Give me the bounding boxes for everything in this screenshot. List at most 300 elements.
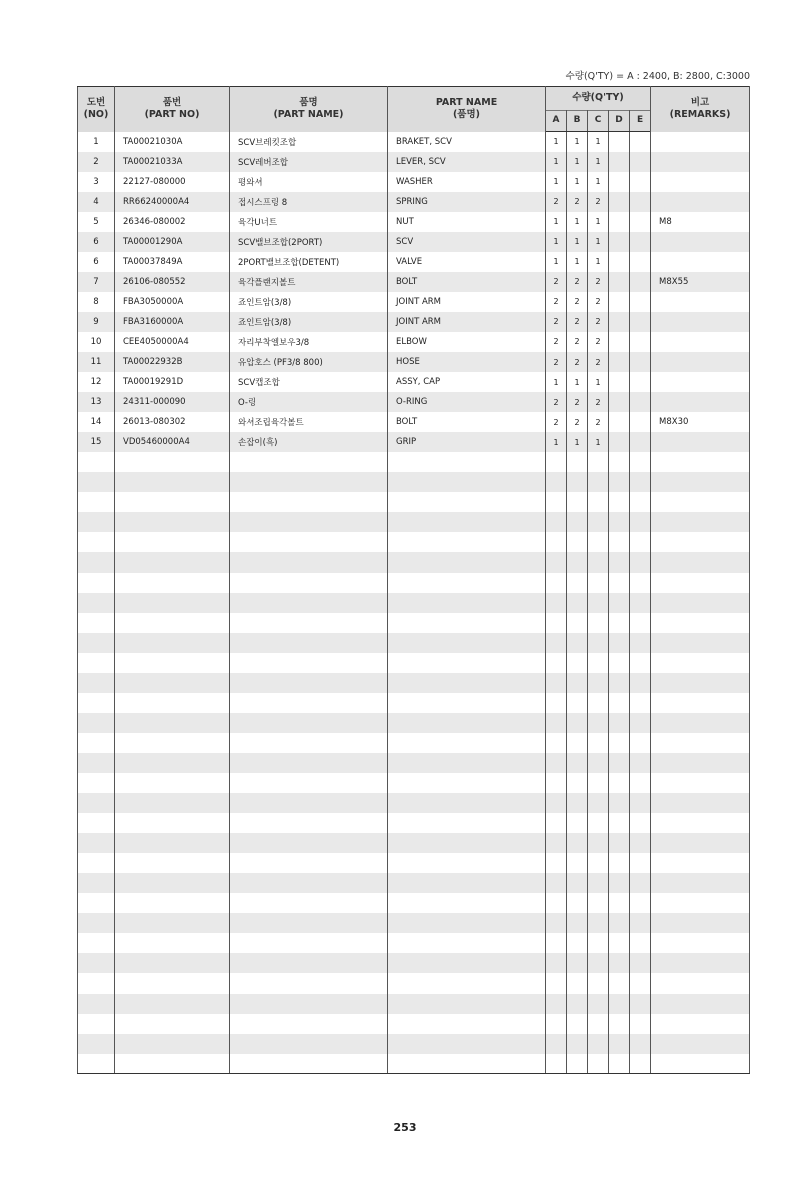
cell-a: 2 [546, 292, 567, 312]
empty-table-row [78, 552, 750, 572]
cell-c: 1 [588, 132, 609, 152]
empty-cell [546, 893, 567, 913]
cell-no: 9 [78, 312, 115, 332]
empty-cell [630, 532, 651, 552]
empty-cell [388, 933, 546, 953]
empty-cell [651, 573, 750, 593]
header-part-name-en-label: PART NAME [435, 96, 498, 108]
empty-cell [388, 593, 546, 613]
cell-c: 1 [588, 252, 609, 272]
empty-table-row [78, 953, 750, 973]
cell-nm: 평와셔 [230, 172, 388, 192]
empty-table-row [78, 472, 750, 492]
empty-cell [546, 953, 567, 973]
empty-table-row [78, 913, 750, 933]
cell-pn: 22127-080000 [115, 172, 230, 192]
empty-cell [78, 733, 115, 753]
empty-cell [78, 873, 115, 893]
cell-d [609, 392, 630, 412]
empty-cell [609, 893, 630, 913]
cell-b: 1 [567, 172, 588, 192]
header-qty-c: C [588, 111, 609, 132]
table-row [78, 132, 750, 152]
cell-nm: 죠인트암(3/8) [230, 312, 388, 332]
empty-cell [630, 893, 651, 913]
empty-cell [78, 994, 115, 1014]
cell-nm: 육각플랜지볼트 [230, 272, 388, 292]
cell-rm [651, 352, 750, 372]
empty-cell [388, 472, 546, 492]
empty-cell [546, 713, 567, 733]
empty-cell [609, 873, 630, 893]
empty-cell [388, 573, 546, 593]
empty-cell [115, 472, 230, 492]
empty-cell [630, 913, 651, 933]
empty-cell [388, 452, 546, 472]
empty-cell [567, 552, 588, 572]
empty-cell [609, 1014, 630, 1034]
empty-cell [388, 873, 546, 893]
cell-no: 14 [78, 412, 115, 432]
table-row [78, 172, 750, 192]
empty-cell [115, 833, 230, 853]
cell-d [609, 312, 630, 332]
empty-cell [651, 593, 750, 613]
table-row [78, 332, 750, 352]
header-part-name-ko [230, 87, 388, 132]
empty-cell [546, 793, 567, 813]
empty-cell [78, 653, 115, 673]
empty-cell [651, 1054, 750, 1074]
header-no-en: (NO) [83, 109, 109, 121]
cell-rm [651, 252, 750, 272]
empty-cell [588, 913, 609, 933]
empty-table-row [78, 873, 750, 893]
empty-cell [546, 452, 567, 472]
empty-cell [388, 793, 546, 813]
empty-cell [567, 532, 588, 552]
cell-b: 1 [567, 152, 588, 172]
empty-cell [609, 653, 630, 673]
empty-cell [78, 713, 115, 733]
empty-table-row [78, 713, 750, 733]
header-part-no-en: (PART NO) [144, 109, 200, 121]
empty-cell [651, 633, 750, 653]
empty-cell [546, 613, 567, 633]
empty-cell [78, 573, 115, 593]
empty-cell [651, 853, 750, 873]
empty-cell [230, 753, 388, 773]
empty-cell [546, 1014, 567, 1034]
empty-cell [609, 492, 630, 512]
cell-nm: 육각U너트 [230, 212, 388, 232]
empty-cell [651, 532, 750, 552]
empty-cell [567, 653, 588, 673]
empty-table-row [78, 532, 750, 552]
cell-c: 2 [588, 392, 609, 412]
cell-pn: TA00021030A [115, 132, 230, 152]
empty-cell [546, 933, 567, 953]
cell-rm: M8 [651, 212, 750, 232]
empty-cell [115, 532, 230, 552]
empty-cell [588, 973, 609, 993]
empty-cell [567, 1014, 588, 1034]
empty-cell [230, 673, 388, 693]
cell-no: 15 [78, 432, 115, 452]
empty-cell [609, 633, 630, 653]
empty-cell [609, 693, 630, 713]
cell-en: SCV [388, 232, 546, 252]
empty-cell [588, 1034, 609, 1054]
empty-cell [609, 773, 630, 793]
empty-cell [588, 893, 609, 913]
empty-cell [651, 773, 750, 793]
cell-rm [651, 172, 750, 192]
cell-b: 1 [567, 132, 588, 152]
cell-pn: 24311-000090 [115, 392, 230, 412]
empty-cell [78, 472, 115, 492]
empty-cell [546, 753, 567, 773]
cell-a: 2 [546, 332, 567, 352]
empty-cell [230, 833, 388, 853]
empty-cell [630, 492, 651, 512]
empty-cell [630, 613, 651, 633]
empty-cell [388, 973, 546, 993]
empty-cell [388, 813, 546, 833]
empty-cell [546, 1054, 567, 1074]
empty-cell [651, 1034, 750, 1054]
cell-a: 2 [546, 412, 567, 432]
empty-cell [630, 873, 651, 893]
empty-cell [609, 472, 630, 492]
empty-cell [630, 733, 651, 753]
cell-rm: M8X55 [651, 272, 750, 292]
cell-pn: FBA3160000A [115, 312, 230, 332]
empty-cell [115, 733, 230, 753]
empty-cell [651, 613, 750, 633]
empty-table-row [78, 833, 750, 853]
empty-cell [588, 512, 609, 532]
empty-cell [567, 933, 588, 953]
cell-d [609, 132, 630, 152]
empty-cell [115, 813, 230, 833]
empty-cell [567, 613, 588, 633]
table-row [78, 192, 750, 212]
cell-rm [651, 432, 750, 452]
cell-d [609, 372, 630, 392]
cell-no: 13 [78, 392, 115, 412]
empty-cell [388, 913, 546, 933]
cell-no: 6 [78, 252, 115, 272]
empty-cell [546, 552, 567, 572]
empty-cell [230, 693, 388, 713]
empty-cell [630, 793, 651, 813]
table-row [78, 152, 750, 172]
cell-nm: 자리부착엘보우3/8 [230, 332, 388, 352]
cell-d [609, 292, 630, 312]
empty-cell [230, 653, 388, 673]
empty-cell [588, 593, 609, 613]
cell-c: 2 [588, 192, 609, 212]
cell-no: 11 [78, 352, 115, 372]
header-qty-d: D [609, 111, 630, 132]
empty-cell [630, 833, 651, 853]
empty-table-row [78, 1054, 750, 1074]
cell-a: 1 [546, 172, 567, 192]
empty-cell [567, 813, 588, 833]
empty-cell [651, 813, 750, 833]
empty-cell [609, 753, 630, 773]
cell-d [609, 152, 630, 172]
cell-en: JOINT ARM [388, 312, 546, 332]
empty-cell [588, 793, 609, 813]
cell-b: 2 [567, 312, 588, 332]
header-qty-e: E [630, 111, 651, 132]
cell-a: 2 [546, 192, 567, 212]
empty-cell [388, 833, 546, 853]
empty-cell [388, 773, 546, 793]
cell-rm: M8X30 [651, 412, 750, 432]
empty-cell [651, 713, 750, 733]
empty-cell [651, 733, 750, 753]
cell-c: 2 [588, 292, 609, 312]
empty-cell [115, 793, 230, 813]
empty-cell [230, 452, 388, 472]
empty-cell [388, 653, 546, 673]
cell-b: 2 [567, 352, 588, 372]
empty-table-row [78, 693, 750, 713]
empty-table-row [78, 593, 750, 613]
cell-a: 2 [546, 392, 567, 412]
cell-d [609, 232, 630, 252]
empty-table-row [78, 452, 750, 472]
empty-table-row [78, 633, 750, 653]
cell-c: 1 [588, 232, 609, 252]
cell-a: 1 [546, 132, 567, 152]
empty-cell [230, 593, 388, 613]
cell-pn: TA00021033A [115, 152, 230, 172]
empty-cell [630, 633, 651, 653]
empty-cell [651, 452, 750, 472]
empty-cell [78, 973, 115, 993]
cell-a: 1 [546, 212, 567, 232]
cell-no: 10 [78, 332, 115, 352]
empty-cell [388, 512, 546, 532]
cell-nm: 2PORT밸브조합(DETENT) [230, 252, 388, 272]
empty-cell [230, 973, 388, 993]
cell-d [609, 352, 630, 372]
cell-pn: 26013-080302 [115, 412, 230, 432]
empty-table-row [78, 753, 750, 773]
cell-e [630, 312, 651, 332]
empty-cell [78, 1054, 115, 1074]
empty-cell [630, 512, 651, 532]
empty-table-row [78, 813, 750, 833]
cell-no: 1 [78, 132, 115, 152]
empty-cell [609, 532, 630, 552]
cell-a: 2 [546, 352, 567, 372]
cell-b: 2 [567, 332, 588, 352]
cell-no: 7 [78, 272, 115, 292]
cell-pn: CEE4050000A4 [115, 332, 230, 352]
cell-no: 4 [78, 192, 115, 212]
empty-cell [588, 613, 609, 633]
header-quantity: 수량(Q'TY) [546, 87, 651, 111]
cell-e [630, 432, 651, 452]
cell-b: 2 [567, 392, 588, 412]
empty-cell [115, 913, 230, 933]
empty-cell [78, 532, 115, 552]
cell-e [630, 272, 651, 292]
header-part-no [115, 87, 230, 132]
empty-cell [567, 753, 588, 773]
empty-cell [567, 472, 588, 492]
empty-cell [609, 613, 630, 633]
empty-cell [230, 933, 388, 953]
empty-cell [609, 913, 630, 933]
cell-no: 8 [78, 292, 115, 312]
cell-en: O-RING [388, 392, 546, 412]
empty-cell [230, 873, 388, 893]
cell-rm [651, 192, 750, 212]
empty-cell [230, 1034, 388, 1054]
empty-cell [546, 673, 567, 693]
empty-table-row [78, 933, 750, 953]
cell-a: 1 [546, 232, 567, 252]
cell-d [609, 272, 630, 292]
empty-cell [546, 492, 567, 512]
cell-b: 1 [567, 372, 588, 392]
cell-en: SPRING [388, 192, 546, 212]
empty-cell [630, 853, 651, 873]
empty-cell [115, 1034, 230, 1054]
cell-e [630, 292, 651, 312]
header-part-name-ko-label: 품명 [299, 96, 318, 108]
cell-no: 5 [78, 212, 115, 232]
cell-pn: TA00037849A [115, 252, 230, 272]
cell-a: 1 [546, 152, 567, 172]
cell-c: 1 [588, 372, 609, 392]
empty-cell [630, 813, 651, 833]
cell-a: 1 [546, 252, 567, 272]
cell-d [609, 332, 630, 352]
cell-rm [651, 312, 750, 332]
empty-cell [230, 633, 388, 653]
empty-cell [630, 693, 651, 713]
cell-nm: SCV캡조합 [230, 372, 388, 392]
empty-cell [230, 552, 388, 572]
header-remarks [651, 87, 750, 132]
empty-cell [546, 573, 567, 593]
empty-cell [651, 933, 750, 953]
empty-cell [115, 994, 230, 1014]
empty-cell [630, 593, 651, 613]
empty-cell [78, 492, 115, 512]
empty-cell [588, 1014, 609, 1034]
cell-nm: 손잡이(흑) [230, 432, 388, 452]
cell-a: 1 [546, 432, 567, 452]
empty-cell [388, 753, 546, 773]
empty-cell [651, 913, 750, 933]
cell-b: 1 [567, 232, 588, 252]
empty-cell [546, 633, 567, 653]
empty-cell [546, 813, 567, 833]
empty-cell [588, 953, 609, 973]
empty-cell [588, 573, 609, 593]
empty-cell [609, 953, 630, 973]
empty-cell [115, 753, 230, 773]
cell-rm [651, 392, 750, 412]
table-row [78, 352, 750, 372]
cell-nm: SCV브레킷조합 [230, 132, 388, 152]
empty-cell [609, 833, 630, 853]
cell-no: 12 [78, 372, 115, 392]
empty-cell [567, 713, 588, 733]
empty-cell [567, 994, 588, 1014]
cell-d [609, 172, 630, 192]
empty-cell [115, 593, 230, 613]
cell-e [630, 332, 651, 352]
empty-cell [588, 472, 609, 492]
empty-table-row [78, 893, 750, 913]
empty-cell [630, 953, 651, 973]
cell-rm [651, 332, 750, 352]
empty-cell [567, 492, 588, 512]
empty-cell [546, 833, 567, 853]
cell-c: 2 [588, 352, 609, 372]
cell-c: 2 [588, 312, 609, 332]
empty-table-row [78, 673, 750, 693]
empty-table-row [78, 773, 750, 793]
cell-pn: 26106-080552 [115, 272, 230, 292]
empty-cell [230, 1054, 388, 1074]
cell-nm: 유압호스 (PF3/8 800) [230, 352, 388, 372]
empty-cell [567, 773, 588, 793]
empty-cell [388, 953, 546, 973]
empty-cell [388, 1054, 546, 1074]
empty-cell [651, 472, 750, 492]
empty-cell [651, 673, 750, 693]
empty-cell [651, 873, 750, 893]
empty-cell [630, 994, 651, 1014]
cell-nm: 와셔조립육각볼트 [230, 412, 388, 432]
cell-e [630, 232, 651, 252]
empty-cell [230, 512, 388, 532]
empty-table-row [78, 573, 750, 593]
cell-a: 1 [546, 372, 567, 392]
empty-cell [115, 713, 230, 733]
empty-cell [546, 653, 567, 673]
empty-cell [78, 633, 115, 653]
empty-cell [630, 472, 651, 492]
empty-cell [588, 673, 609, 693]
empty-cell [609, 552, 630, 572]
cell-en: ASSY, CAP [388, 372, 546, 392]
header-qty-b: B [567, 111, 588, 132]
cell-b: 1 [567, 432, 588, 452]
empty-cell [609, 813, 630, 833]
cell-en: WASHER [388, 172, 546, 192]
cell-nm: 접시스프링 8 [230, 192, 388, 212]
table-row [78, 272, 750, 292]
cell-en: NUT [388, 212, 546, 232]
empty-cell [230, 472, 388, 492]
empty-cell [567, 893, 588, 913]
empty-cell [588, 833, 609, 853]
empty-cell [630, 1034, 651, 1054]
empty-cell [115, 773, 230, 793]
empty-cell [609, 933, 630, 953]
